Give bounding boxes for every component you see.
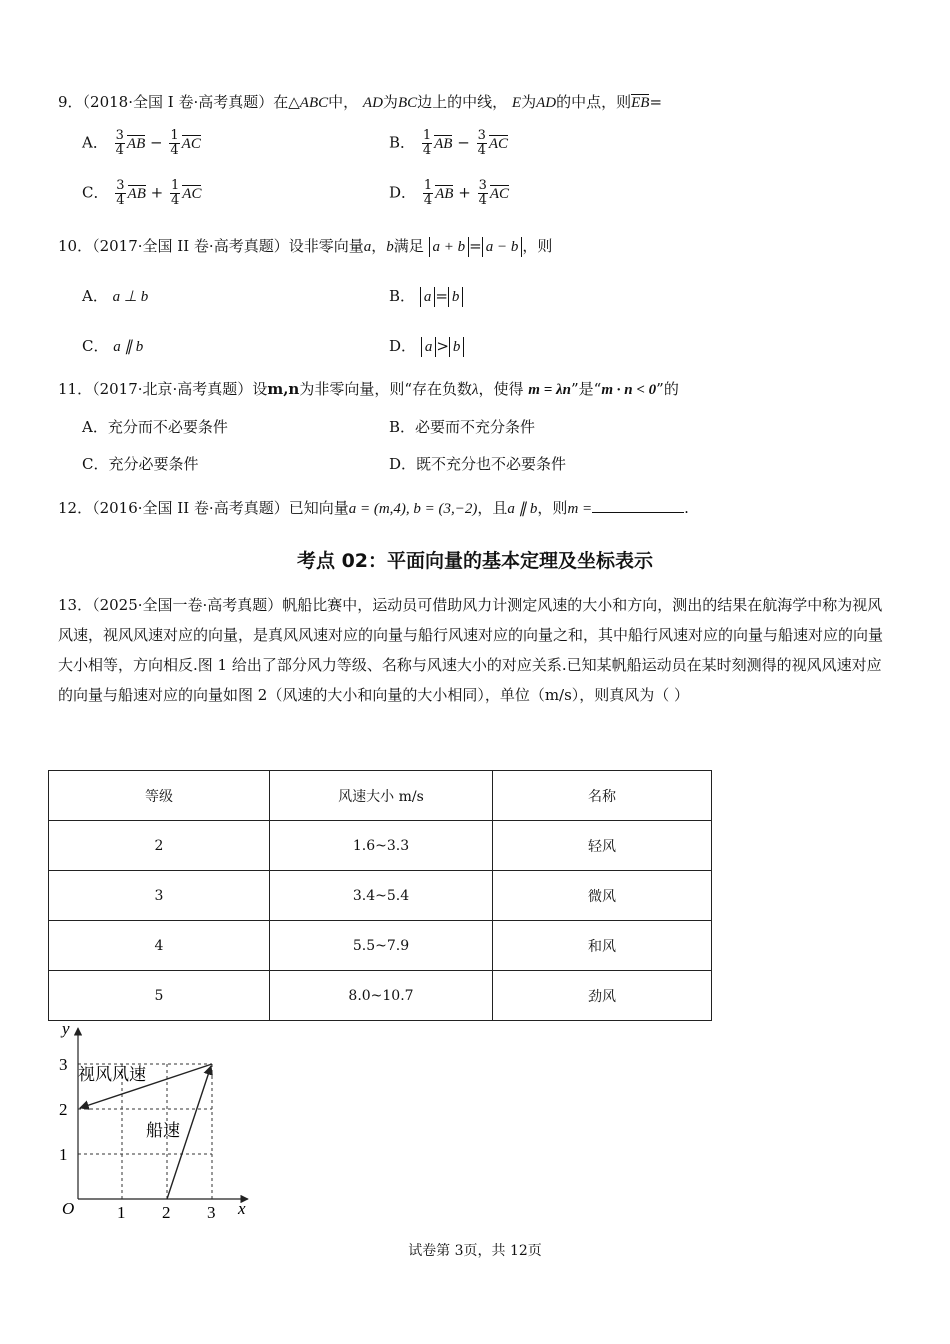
question-9-stem: 9．（2018·全国 I 卷·高考真题）在△ABC中， AD为BC边上的中线， E为AD的中点，则EB= xyxy=(58,93,663,111)
x-axis-label: x xyxy=(238,1199,246,1218)
option-11-c: C．充分必要条件 xyxy=(82,455,199,473)
option-9-a: A． $\frac{3}{4}$ AB − $\frac{1}{4}$ AC xyxy=(82,128,201,158)
x-tick-2: 2 xyxy=(162,1203,171,1222)
y-tick-2: 2 xyxy=(59,1100,68,1119)
table-row xyxy=(49,871,712,921)
header-name: 名称 xyxy=(493,771,712,821)
option-10-d: D． a > b xyxy=(389,336,464,357)
cell-name: 微风 xyxy=(493,871,712,921)
apparent-wind-label: 视风风速 xyxy=(78,1065,146,1085)
y-axis-label: y xyxy=(62,1019,70,1038)
table-row xyxy=(49,821,712,871)
section-title: 考点 02：平面向量的基本定理及坐标表示 xyxy=(296,550,654,572)
vector-diagram xyxy=(48,1018,268,1228)
x-tick-1: 1 xyxy=(117,1203,126,1222)
cell-name: 劲风 xyxy=(493,971,712,1021)
y-tick-3: 3 xyxy=(59,1055,68,1074)
table-row xyxy=(49,921,712,971)
cell-level: 4 xyxy=(49,921,270,971)
x-tick-3: 3 xyxy=(207,1203,216,1222)
wind-level-table xyxy=(48,770,712,1021)
cell-level: 3 xyxy=(49,871,270,921)
question-13-stem: 13．（2025·全国一卷·高考真题）帆船比赛中，运动员可借助风力计测定风速的大小和方向，测出的结果在航海学中称为视风风速，视风风速对应的向量，是真风风速对应的向量与船行风速对应的向量之和，其中船行风速对应的向量与船速对应的向量大小相等，方向相反.图 1 给出了部分风力等级、名称与风速大小的对应关系.已知某帆船运动员在某时刻测得的视风风速对应的向量与船速对应的向量如图 2（风速的大小和向量的大小相同），单位（m/s），则真风为（ ） xyxy=(58,596,884,704)
option-11-d: D．既不充分也不必要条件 xyxy=(389,455,567,473)
y-tick-1: 1 xyxy=(59,1145,68,1164)
cell-speed: 8.0~10.7 xyxy=(270,971,493,1021)
cell-speed: 5.5~7.9 xyxy=(270,921,493,971)
cell-name: 轻风 xyxy=(493,821,712,871)
cell-level: 5 xyxy=(49,971,270,1021)
table-row xyxy=(49,971,712,1021)
header-speed: 风速大小 m/s xyxy=(270,771,493,821)
option-10-c: C． a ∥ b xyxy=(82,337,144,355)
origin-label: O xyxy=(62,1199,75,1218)
option-9-b: B． $\frac{1}{4}$ AB − $\frac{3}{4}$ AC xyxy=(389,128,509,158)
option-10-a: A． a ⊥ b xyxy=(82,287,149,305)
question-12-stem: 12．（2016·全国 II 卷·高考真题）已知向量a = (m,4), b = (3,−2)，且a ∥ b，则m = . xyxy=(58,499,689,517)
option-11-a: A．充分而不必要条件 xyxy=(82,418,228,436)
option-9-d: D． $\frac{1}{4}$ AB + $\frac{3}{4}$ AC xyxy=(389,178,510,208)
cell-speed: 1.6~3.3 xyxy=(270,821,493,871)
question-10-stem: 10．（2017·全国 II 卷·高考真题）设非零向量a，b满足 a + b = a − b ，则 xyxy=(58,237,553,255)
question-11-stem: 11．（2017·北京·高考真题）设m,n为非零向量，则“存在负数λ，使得 m = λn”是“m · n < 0”的 xyxy=(58,380,679,398)
boat-speed-label: 船速 xyxy=(146,1121,180,1141)
page-footer: 试卷第 3页，共 12页 xyxy=(408,1243,542,1259)
option-11-b: B．必要而不充分条件 xyxy=(389,418,536,436)
header-level: 等级 xyxy=(49,771,270,821)
cell-speed: 3.4~5.4 xyxy=(270,871,493,921)
cell-name: 和风 xyxy=(493,921,712,971)
cell-level: 2 xyxy=(49,821,270,871)
option-10-b: B． a = b xyxy=(389,286,463,307)
table-header-row xyxy=(49,771,712,821)
answer-blank xyxy=(592,498,684,513)
option-9-c: C． $\frac{3}{4}$ AB + $\frac{1}{4}$ AC xyxy=(82,178,202,208)
